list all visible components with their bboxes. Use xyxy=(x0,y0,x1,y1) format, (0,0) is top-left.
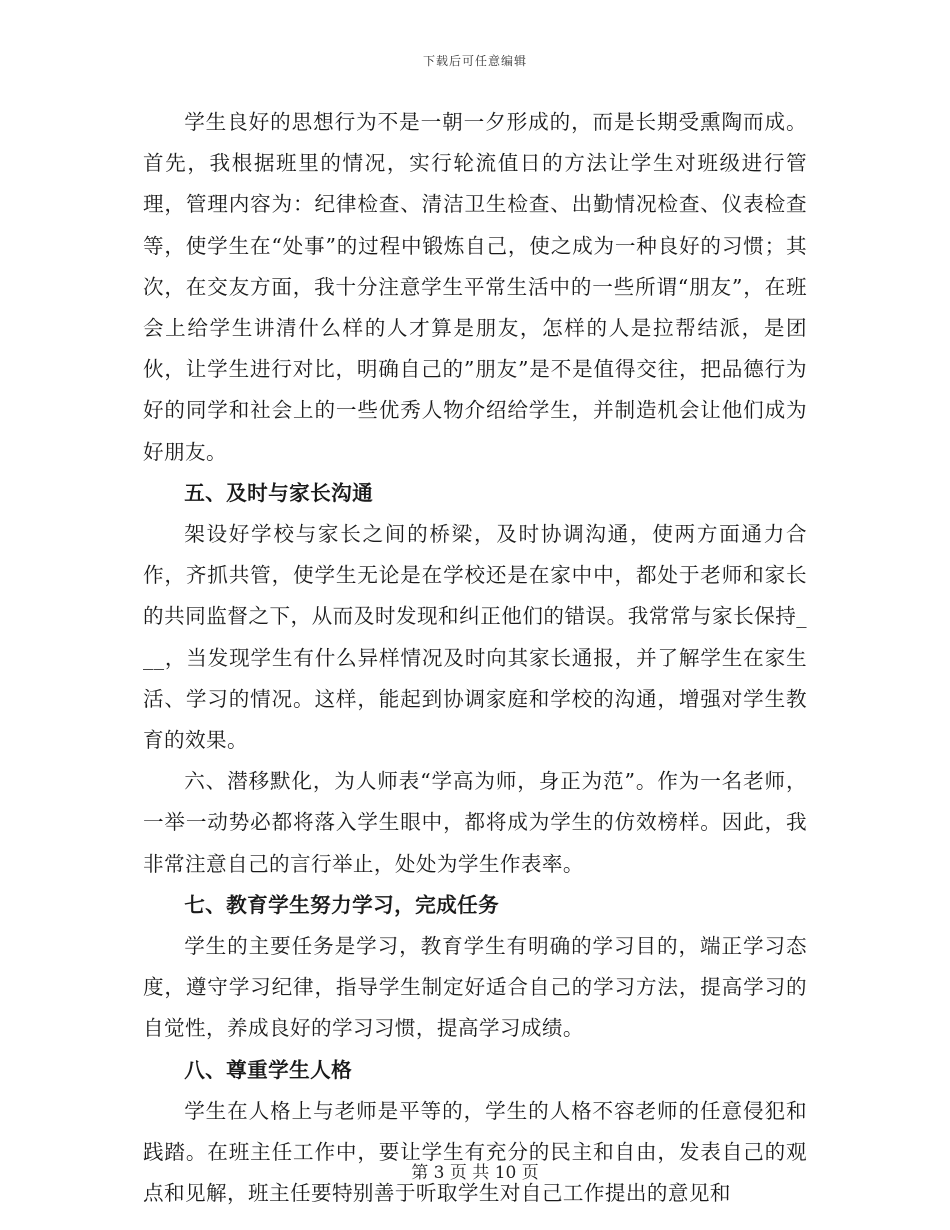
page-number-footer: 第 3 页 共 10 页 xyxy=(411,1163,539,1183)
document-body xyxy=(143,102,807,1214)
page-header: 下载后可任意编辑 xyxy=(422,54,527,68)
section-heading-respect: 八、尊重学生人格 xyxy=(184,1057,353,1082)
section-heading-study: 七、教育学生努力学习，完成任务 xyxy=(184,892,500,917)
section-heading-parents: 五、及时与家长沟通 xyxy=(184,480,374,505)
paragraph-respect: 学生在人格上与老师是平等的，学生的人格不容老师的任意侵犯和践踏。在班主任工作中，要让学生有充分的民主和自由，发表自己的观点和见解，班主任要特别善于听取学生对自己工作提出的意见和 xyxy=(143,1098,807,1206)
paragraph-study: 学生的主要任务是学习，教育学生有明确的学习目的，端正学习态度，遵守学习纪律，指导学生制定好适合自己的学习方法，提高学习的自觉性，养成良好的学习习惯，提高学习成绩。 xyxy=(143,934,807,1041)
paragraph-conduct: 学生良好的思想行为不是一朝一夕形成的，而是长期受熏陶而成。首先，我根据班里的情况，实行轮流值日的方法让学生对班级进行管理，管理内容为：纪律检查、清洁卫生检查、出勤情况检查、仪表检查等，使学生在“处事”的过程中锻炼自己，使之成为一种良好的习惯；其次，在交友方面，我十分注意学生平常生活中的一些所谓“朋友”，在班会上给学生讲清什么样的人才算是朋友，怎样的人是拉帮结派，是团伙，让学生进行对比，明确自己的”朋友”是不是值得交往，把品德行为好的同学和社会上的一些优秀人物介绍给学生，并制造机会让他们成为好朋友。 xyxy=(143,110,807,464)
paragraph-role-model: 六、潜移默化，为人师表“学高为师，身正为范”。作为一名老师，一举一动势必都将落入学生眼中，都将成为学生的仿效榜样。因此，我非常注意自己的言行举止，处处为学生作表率。 xyxy=(143,769,807,876)
paragraph-parents: 架设好学校与家长之间的桥梁，及时协调沟通，使两方面通力合作，齐抓共管，使学生无论是在学校还是在家中中，都处于老师和家长的共同监督之下，从而及时发现和纠正他们的错误。我常常与家长保持___，当发现学生有什么异样情况及时向其家长通报，并了解学生在家生活、学习的情况。这样，能起到协调家庭和学校的沟通，增强对学生教育的效果。 xyxy=(143,522,807,753)
